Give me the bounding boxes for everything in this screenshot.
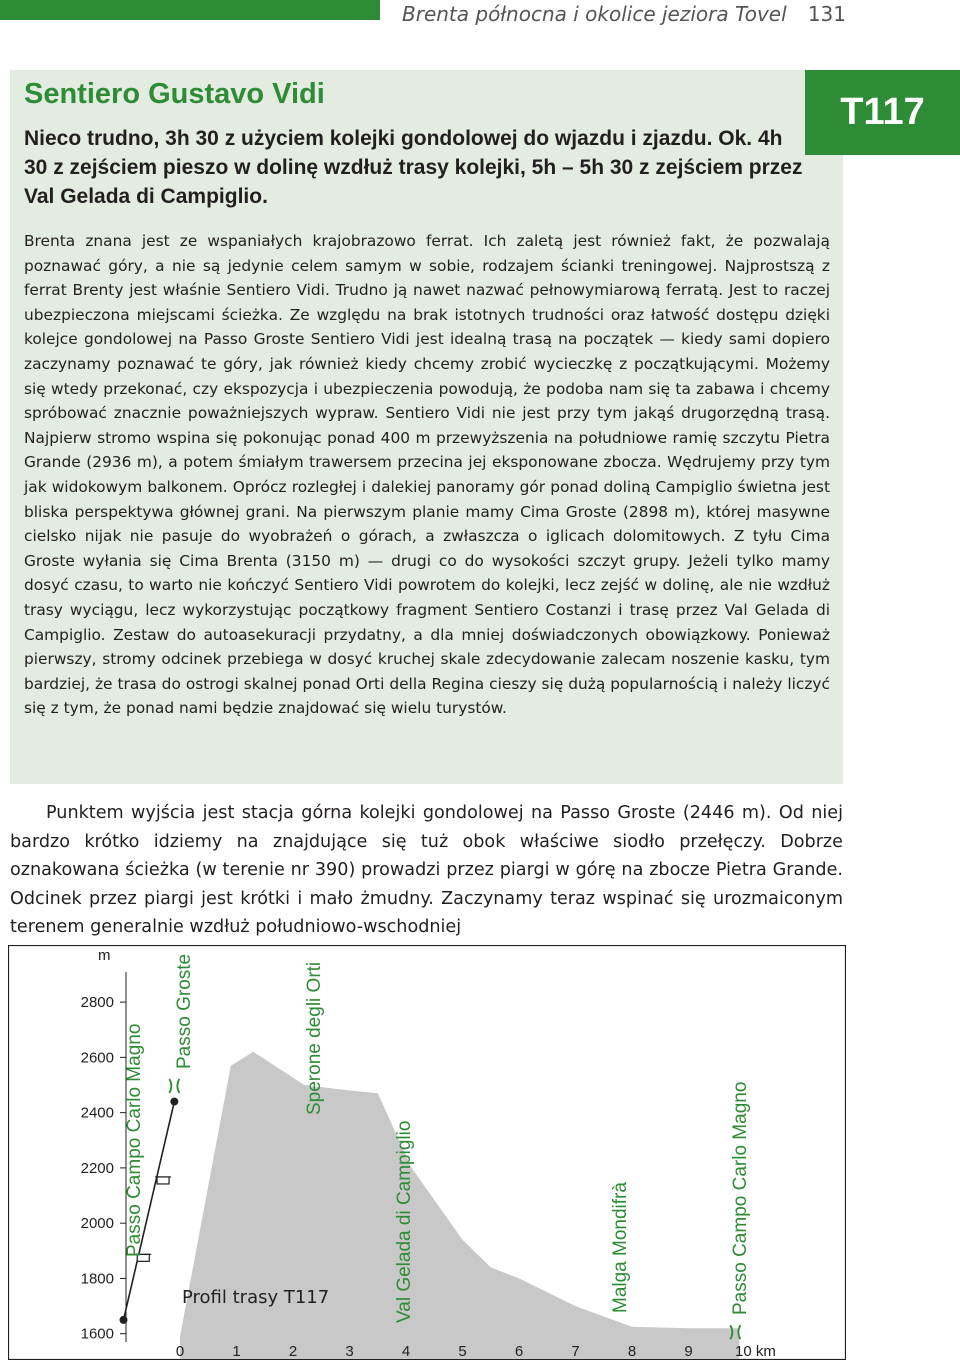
route-title: Sentiero Gustavo Vidi <box>24 78 325 110</box>
route-description: Brenta znana jest ze wspaniałych krajobrazowo ferrat. Ich zaletą jest również fakt, że pozwalają poznawać góry, a nie są jedynie celem samym w sobie, rodzajem ścianki treningowej. Najprostszą z ferrat Brenty jest właśnie Sentiero Vidi. Trudno ją nawet nazwać pełnowymiarową ferratą. Jest to raczej ubezpieczona miejscami ścieżka. Ze względu na brak istotnych trudności oraz łatwość dostępu dzięki kolejce gondolowej na Passo Groste Sentiero Vidi jest idealną trasą na początek — kiedy sami dopiero zaczynamy poznawać te góry, jak również kiedy chcemy zrobić wycieczkę z początkującymi. Możemy się wtedy przekonać, czy ekspozycja i ubezpieczenia powodują, że podoba nam się ta zabawa i chcemy spróbować znacznie poważniejszych wypraw. Sentiero Vidi nie jest przy tym jakąś drugorzędną trasą. Najpierw stromo wspina się pokonując ponad 400 m przewyższenia na południowe ramię szczytu Pietra Grande (2936 m), a potem śmiałym trawersem przecina jej eksponowane zbocza. Wędrujemy przy tym jak widokowym balkonem. Oprócz rozległej i dalekiej panoramy gór ponad doliną Campiglio świetna jest bliska perspektywa głównej grani. Na pierwszym planie mamy Cima Groste (2898 m), której masywne cielsko nijak nie pasuje do wyobrażeń o górach, a zwłaszcza o iglicach dolomitowych. Z tyłu Cima Groste wyłania się Cima Brenta (3150 m) — drugi co do wysokości szczyt grupy. Jeżeli tylko mamy dosyć czasu, to warto nie kończyć Sentiero Vidi powrotem do kolejki, lecz zejść w dolinę, ale nie wzdłuż trasy wyciągu, lecz wykorzystując początkowy fragment Sentiero Costanzi i trasę przez Val Gelada di Campiglio. Zestaw do autoasekuracji przydatny, a dla mniej doświadczonych obowiązkowy. Ponieważ pierwszy, stromy odcinek przebiega w dosyć kruchej skale zdecydowanie zalecam noszenie kasku, tym bardziej, że trasa do ostrogi skalnej ponad Orti della Regina cieszy się dużą popularnością i należy liczyć się z tym, że ponad nami będzie znajdować się wielu turystów. <box>24 232 830 718</box>
main-paragraph <box>10 799 843 942</box>
main-paragraph-text: Punktem wyjścia jest stacja górna kolejki gondolowej na Passo Groste (2446 m). Od niej bardzo krótko idziemy na znajdujące się tuż obok właściwe siodło przełęczy. Dobrze oznakowana ścieżka (w terenie nr 390) prowadzi przez piargi w górę na zbocze Pietra Grande. Odcinek przez piargi jest krótki i mało żmudny. Zaczynamy teraz wspinać się urozmaiconym terenem generalnie wzdłuż południowo-wschodniej <box>10 803 843 938</box>
waypoint-label: Passo Campo Carlo Magno <box>124 1023 145 1257</box>
header-accent-bar <box>0 0 380 20</box>
x-tick-label: 8 <box>627 1343 637 1360</box>
x-tick-label: 0 <box>175 1343 185 1360</box>
x-tick-label: 9 <box>684 1343 693 1360</box>
waypoint-label: Passo Groste <box>174 953 195 1069</box>
lift-top-station <box>170 1098 178 1106</box>
chart-caption: Profil trasy T117 <box>182 1287 330 1308</box>
y-tick-label: 1600 <box>80 1325 114 1343</box>
x-tick-label: 3 <box>345 1343 354 1360</box>
waypoint-label: Passo Campo Carlo Magno <box>730 1081 751 1315</box>
waypoint-label: Sperone degli Orti <box>304 961 325 1115</box>
x-tick-label: 6 <box>514 1343 524 1360</box>
x-tick-label: 7 <box>571 1343 580 1360</box>
elevation-profile-chart <box>8 945 846 1360</box>
x-tick-label: 5 <box>458 1343 467 1360</box>
running-head: Brenta północna i okolice jeziora Tovel <box>402 2 787 26</box>
y-tick-label: 2000 <box>80 1215 114 1233</box>
waypoint-label: Val Gelada di Campiglio <box>394 1120 415 1323</box>
route-summary: Nieco trudno, 3h 30 z użyciem kolejki gondolowej do wjazdu i zjazdu. Ok. 4h 30 z zejściem pieszo w dolinę wzdłuż trasy kolejki, 5h – 5h 30 z zejściem przez Val Gelada di Campiglio. <box>24 127 803 208</box>
y-tick-label: 2800 <box>80 994 114 1012</box>
trail-code-badge: T117 <box>805 70 960 155</box>
lift-bottom-station <box>120 1316 128 1324</box>
x-tick-label: 10 km <box>735 1343 776 1360</box>
x-tick-label: 4 <box>401 1343 411 1360</box>
y-axis-unit: m <box>98 947 111 964</box>
y-tick-label: 1800 <box>80 1270 114 1288</box>
gondola-cabin-icon <box>157 1177 169 1184</box>
y-tick-label: 2600 <box>80 1049 114 1067</box>
x-tick-label: 2 <box>288 1343 298 1360</box>
y-tick-label: 2400 <box>80 1104 114 1122</box>
waypoint-label: Malga Mondifrà <box>610 1182 631 1313</box>
elevation-profile-svg <box>8 945 846 1360</box>
y-tick-label: 2200 <box>80 1159 114 1177</box>
x-tick-label: 1 <box>232 1343 241 1360</box>
page-number: 131 <box>807 2 846 26</box>
